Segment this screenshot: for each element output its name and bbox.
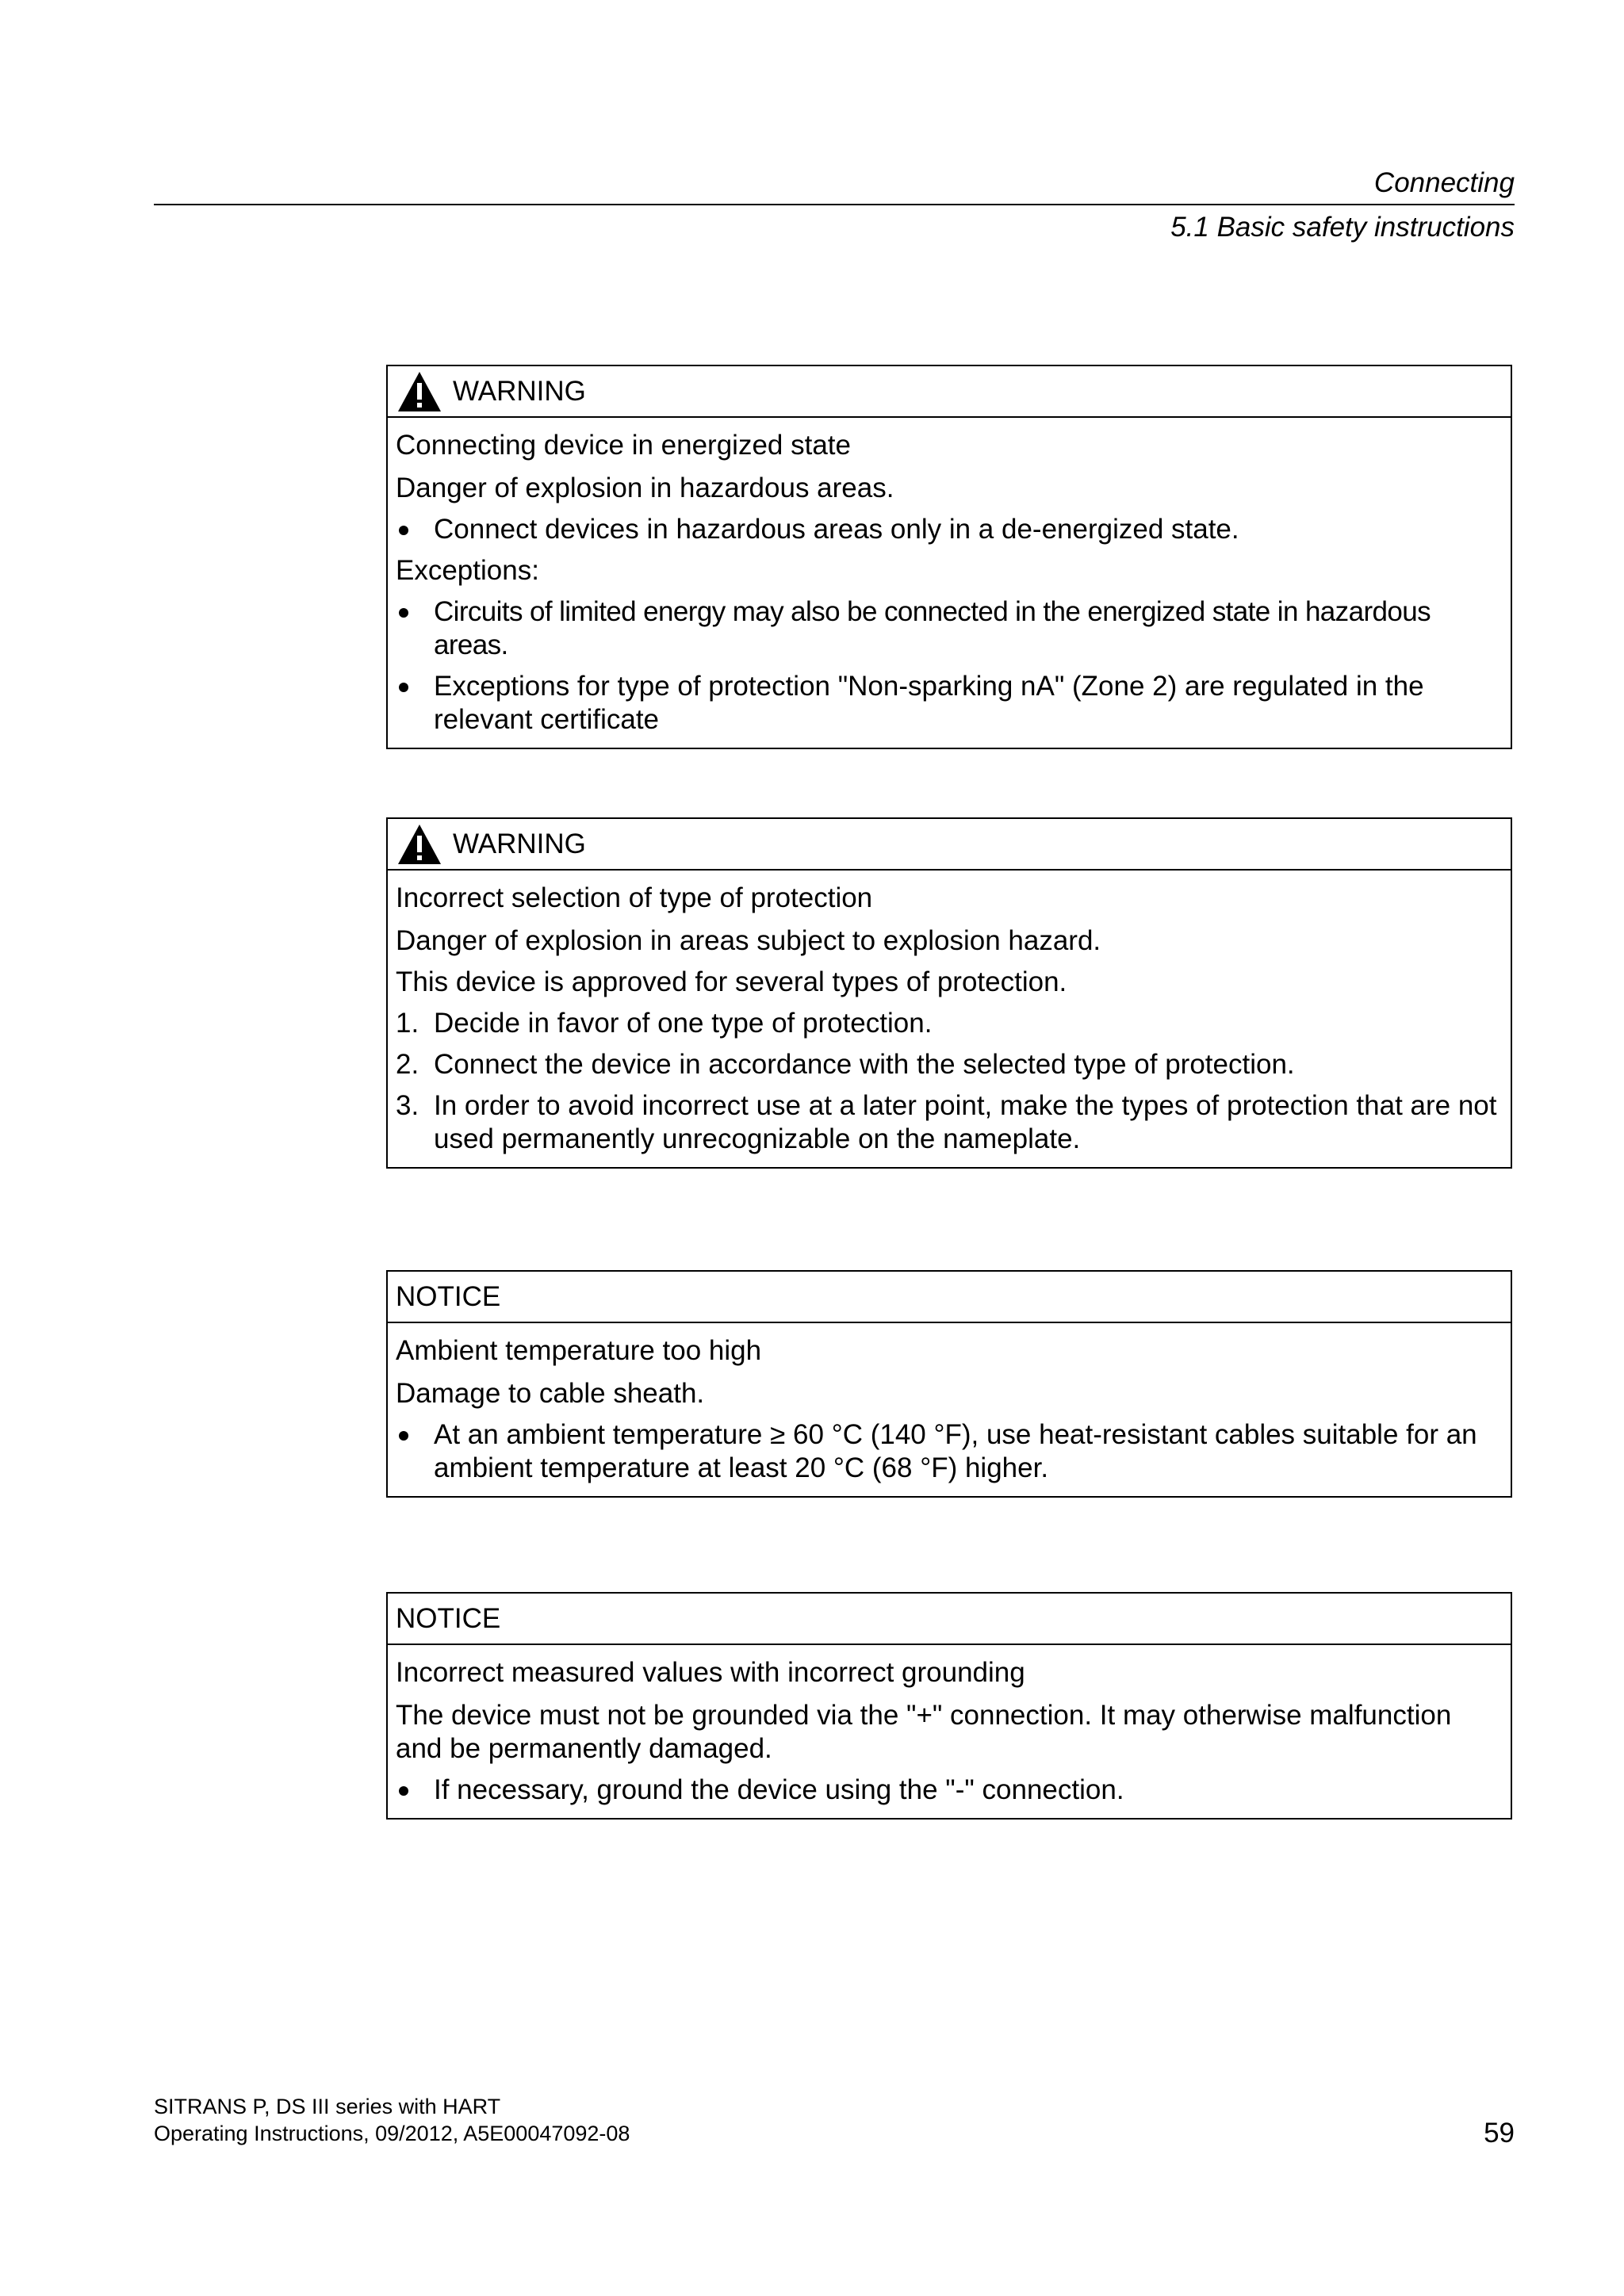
footer-doc-info: Operating Instructions, 09/2012, A5E00047092-08 (154, 2122, 630, 2145)
page-header (154, 163, 1515, 248)
list-item: At an ambient temperature ≥ 60 °C (140 °F), use heat-resistant cables suitable for an ambient temperature at least 20 °C (68 °F) higher. (396, 1418, 1503, 1485)
box-intro: Damage to cable sheath. (396, 1378, 705, 1409)
warning-triangle-icon (396, 369, 443, 414)
box-intro: Danger of explosion in areas subject to explosion hazard. (396, 925, 1101, 956)
step-number: 3. (396, 1090, 419, 1121)
bullet-icon (399, 1431, 408, 1441)
box-title: Incorrect measured values with incorrect grounding (396, 1657, 1025, 1688)
warning-box-protection (386, 817, 1512, 1169)
box-header (388, 366, 1511, 418)
box-type-label: WARNING (453, 375, 586, 407)
header-rule (154, 204, 1515, 205)
warning-box-energized (386, 365, 1512, 749)
numbered-step: 1. Decide in favor of one type of protection. (396, 1008, 933, 1039)
section-title: 5.1 Basic safety instructions (1170, 212, 1515, 243)
box-type-label: WARNING (453, 828, 586, 859)
numbered-step: 2. Connect the device in accordance with the selected type of protection. (396, 1049, 1295, 1080)
box-title: Connecting device in energized state (396, 430, 851, 461)
list-item: Circuits of limited energy may also be connected in the energized state in hazardous areas. (396, 595, 1503, 662)
box-subheading: Exceptions: (396, 555, 539, 586)
bullet-icon (399, 608, 408, 618)
list-item: Exceptions for type of protection "Non-sparking nA" (Zone 2) are regulated in the relevant certificate (396, 670, 1503, 737)
box-intro: Danger of explosion in hazardous areas. (396, 473, 894, 503)
bullet-icon (399, 683, 408, 692)
box-type-label: NOTICE (396, 1602, 501, 1634)
box-intro: The device must not be grounded via the "+" connection. It may otherwise malfunction and be permanently damaged. (396, 1700, 1452, 1764)
bullet-icon (399, 526, 408, 535)
box-title: Incorrect selection of type of protection (396, 882, 873, 913)
numbered-step: 3. In order to avoid incorrect use at a later point, make the types of protection that are not used permanently unrecognizable on the nameplate. (396, 1090, 1497, 1154)
chapter-title: Connecting (1373, 167, 1515, 198)
step-number: 1. (396, 1008, 419, 1039)
box-intro-2: This device is approved for several types of protection. (396, 966, 1067, 997)
box-header (388, 1272, 1511, 1323)
notice-box-grounding (386, 1592, 1512, 1820)
box-title: Ambient temperature too high (396, 1335, 762, 1366)
page-number: 59 (1484, 2118, 1515, 2149)
box-header (388, 819, 1511, 871)
box-type-label: NOTICE (396, 1280, 501, 1312)
footer-product: SITRANS P, DS III series with HART (154, 2095, 501, 2118)
step-number: 2. (396, 1049, 419, 1080)
box-header (388, 1594, 1511, 1645)
list-item: Connect devices in hazardous areas only in a de-energized state. (396, 513, 1503, 546)
warning-triangle-icon (396, 822, 443, 867)
bullet-icon (399, 1786, 408, 1796)
page-footer (154, 2093, 1515, 2147)
list-item: If necessary, ground the device using the "-" connection. (396, 1774, 1503, 1807)
notice-box-temperature (386, 1270, 1512, 1498)
